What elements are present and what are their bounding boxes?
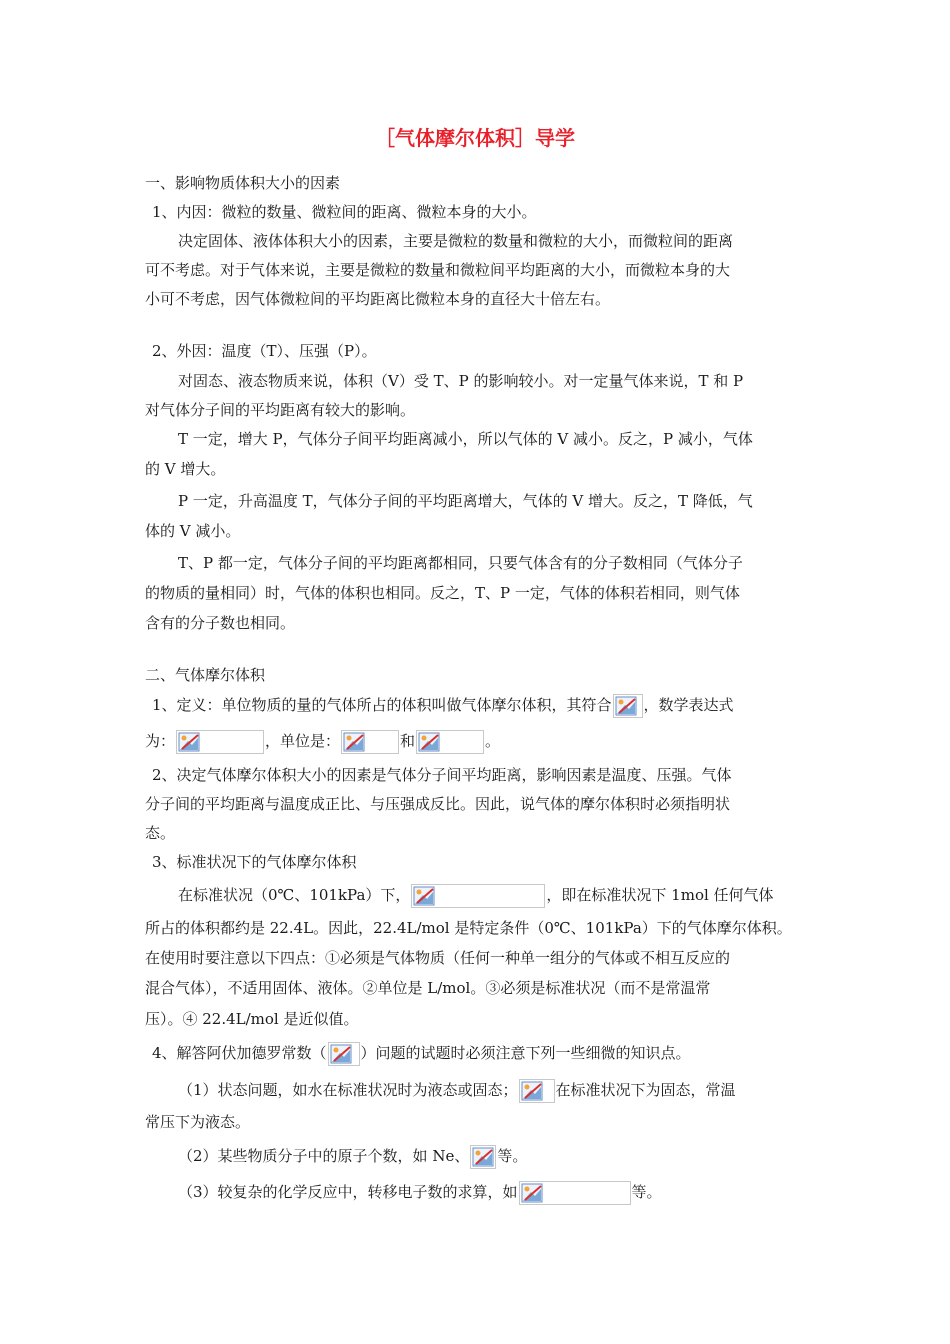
text-run: 在标准状况下为固态，常温 [555, 1081, 736, 1099]
text-run: （2）某些物质分子中的原子个数，如 Ne、 [178, 1147, 470, 1165]
paragraph-line: 对固态、液态物质来说，体积（V）受 T、P 的影响较小。对一定量气体来说，T 和 P [178, 372, 744, 390]
broken-image-icon [472, 1147, 496, 1167]
text-run: 等。 [497, 1147, 528, 1165]
text-run: （1）状态问题，如水在标准状况时为液态或固态； [178, 1081, 518, 1099]
paragraph-line: 体的 V 减小。 [145, 522, 241, 540]
paragraph-line: 小可不考虑，因气体微粒间的平均距离比微粒本身的直径大十倍左右。 [145, 290, 611, 308]
broken-image-icon [418, 732, 442, 752]
paragraph-line: P 一定，升高温度 T，气体分子间的平均距离增大，气体的 V 增大。反之，T 降低，气 [178, 492, 753, 510]
paragraph-line: 决定固体、液体体积大小的因素，主要是微粒的数量和微粒的大小，而微粒间的距离 [178, 232, 734, 250]
text-run: （3）较复杂的化学反应中，转移电子数的求算，如 [178, 1183, 518, 1201]
paragraph-line: 态。 [145, 824, 176, 842]
subheading-standard-conditions: 3、标准状况下的气体摩尔体积 [152, 853, 357, 871]
text-run: 4、解答阿伏加德罗常数（ [152, 1044, 327, 1062]
symbol-image-placeholder [328, 1042, 360, 1066]
paragraph-line: 分子间的平均距离与温度成正比、与压强成反比。因此，说气体的摩尔体积时必须指明状 [145, 795, 731, 813]
section-heading-1: 一、影响物质体积大小的因素 [145, 174, 341, 192]
paragraph-line [152, 1042, 822, 1066]
text-run: 。 [485, 732, 501, 750]
definition-line [145, 730, 815, 754]
paragraph-line: T 一定，增大 P，气体分子间平均距离减小，所以气体的 V 减小。反之，P 减小，气体 [178, 430, 753, 448]
list-item [178, 1181, 848, 1205]
page-title: ［气体摩尔体积］导学 [375, 126, 575, 150]
text-run: ，即在标准状况下 1mol 任何气体 [546, 886, 774, 904]
list-item [178, 1079, 848, 1103]
broken-image-icon [521, 1183, 545, 1203]
formula-image-placeholder [519, 1079, 555, 1103]
text-run: ，数学表达式 [643, 696, 734, 714]
paragraph-line: 混合气体），不适用固体、液体。②单位是 L/mol。③必须是标准状况（而不是常温常 [145, 979, 711, 997]
subheading-external-factors: 2、外因：温度（T）、压强（P）。 [152, 342, 377, 360]
list-item [178, 1145, 848, 1169]
section-heading-2: 二、气体摩尔体积 [145, 666, 266, 684]
formula-image-placeholder [411, 884, 545, 908]
broken-image-icon [521, 1081, 545, 1101]
paragraph-line: 的物质的量相同）时，气体的体积也相同。反之，T、P 一定，气体的体积若相同，则气体 [145, 584, 740, 602]
unit-image-placeholder [341, 730, 399, 754]
paragraph-line: 可不考虑。对于气体来说，主要是微粒的数量和微粒间平均距离的大小，而微粒本身的大 [145, 261, 731, 279]
paragraph-line: 所占的体积都约是 22.4L。因此，22.4L/mol 是特定条件（0℃、101kPa）下的气体摩尔体积。 [145, 919, 792, 937]
text-run: 和 [400, 732, 416, 750]
text-run: ）问题的试题时必须注意下列一些细微的知识点。 [360, 1044, 691, 1062]
paragraph-line: 2、决定气体摩尔体积大小的因素是气体分子间平均距离，影响因素是温度、压强。气体 [152, 766, 732, 784]
paragraph-line: 的 V 增大。 [145, 460, 226, 478]
unit-image-placeholder [416, 730, 484, 754]
paragraph-line: 压）。④ 22.4L/mol 是近似值。 [145, 1010, 359, 1028]
formula-image-placeholder [613, 694, 643, 718]
definition-line [152, 694, 822, 718]
text-run: ，单位是： [265, 732, 341, 750]
paragraph-line [178, 884, 848, 908]
formula-image-placeholder [176, 730, 264, 754]
broken-image-icon [615, 696, 639, 716]
text-run: 等。 [631, 1183, 662, 1201]
paragraph-line: 含有的分子数也相同。 [145, 614, 296, 632]
broken-image-icon [343, 732, 367, 752]
text-run: 1、定义：单位物质的量的气体所占的体积叫做气体摩尔体积，其符合 [152, 696, 612, 714]
text-run: 在标准状况（0℃、101kPa）下， [178, 886, 411, 904]
broken-image-icon [178, 732, 202, 752]
formula-image-placeholder [519, 1181, 631, 1205]
subheading-internal-factors: 1、内因：微粒的数量、微粒间的距离、微粒本身的大小。 [152, 203, 537, 221]
paragraph-line: 在使用时要注意以下四点：①必须是气体物质（任何一种单一组分的气体或不相互反应的 [145, 949, 731, 967]
formula-image-placeholder [470, 1145, 496, 1169]
broken-image-icon [413, 886, 437, 906]
text-run: 为： [145, 732, 176, 750]
paragraph-line: T、P 都一定，气体分子间的平均距离都相同，只要气体含有的分子数相同（气体分子 [178, 554, 743, 572]
broken-image-icon [330, 1044, 354, 1064]
paragraph-line: 对气体分子间的平均距离有较大的影响。 [145, 401, 416, 419]
paragraph-line: 常压下为液态。 [145, 1113, 251, 1131]
